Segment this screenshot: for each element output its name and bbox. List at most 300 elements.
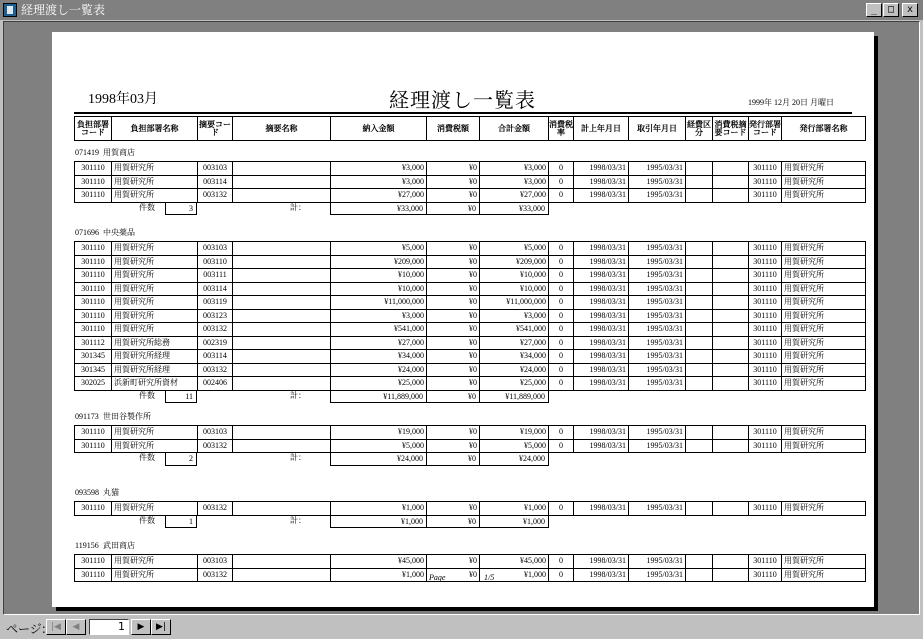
table-cell: ¥10,000 [331,282,427,296]
table-cell: 1995/03/31 [629,426,686,440]
table-cell: 用賀研究所 [782,568,866,582]
table-cell: 1995/03/31 [629,282,686,296]
table-cell [233,162,331,176]
table-cell: 用賀研究所 [782,242,866,256]
column-header: 摘要名称 [233,117,331,141]
group-total-sum: ¥11,889,000 [479,390,549,404]
table-cell: ¥0 [427,555,480,569]
table-cell: 301110 [749,568,782,582]
table-row [75,377,866,391]
table-cell: 用賀研究所 [782,377,866,391]
table-cell: 301110 [749,555,782,569]
table-row [75,555,866,569]
column-header: 消費税摘要コード [713,117,749,141]
group-header [75,147,135,158]
table-cell [233,502,331,516]
table-cell: 301110 [749,242,782,256]
report-preview-area[interactable] [3,21,920,615]
group-count: 1 [165,515,197,529]
table-cell: 用賀研究所 [112,282,198,296]
table-cell [686,377,713,391]
group-count-label: 件数 [139,390,155,400]
table-cell: 1995/03/31 [629,255,686,269]
table-cell: ¥10,000 [331,269,427,283]
group-count: 2 [165,452,197,466]
table-cell: ¥0 [427,336,480,350]
table-cell [713,309,749,323]
table-cell: 1995/03/31 [629,377,686,391]
group-code: 093598 [75,488,99,497]
table-cell: ¥1,000 [331,568,427,582]
table-cell [686,269,713,283]
table-cell: ¥0 [427,377,480,391]
table-cell [713,363,749,377]
table-cell [713,296,749,310]
table-row [75,175,866,189]
table-cell: 301110 [75,242,112,256]
table-cell: 用賀研究所 [112,309,198,323]
table-row [75,189,866,203]
table-cell [686,323,713,337]
table-cell [713,336,749,350]
table-cell: ¥5,000 [480,242,549,256]
table-cell [713,439,749,453]
table-cell: 浜新町研究所資材 [112,377,198,391]
table-cell: 003132 [198,323,233,337]
table-cell [686,309,713,323]
table-cell: ¥0 [427,282,480,296]
table-cell [713,426,749,440]
table-cell: 301110 [749,363,782,377]
table-cell: 1995/03/31 [629,568,686,582]
group-count-label: 件数 [139,515,155,525]
table-cell: 301110 [75,568,112,582]
table-cell: 301110 [75,162,112,176]
table-cell: 用賀研究所 [112,568,198,582]
close-button[interactable]: x [902,3,918,17]
maximize-button[interactable]: □ [883,3,899,17]
table-cell [233,282,331,296]
table-cell: 0 [549,426,574,440]
table-cell: 1995/03/31 [629,323,686,337]
table-cell: 1995/03/31 [629,175,686,189]
table-cell: 用賀研究所 [112,323,198,337]
table-cell [713,555,749,569]
group-total-tax: ¥0 [426,515,480,529]
table-cell: 1998/03/31 [574,282,629,296]
table-cell: ¥3,000 [480,162,549,176]
table-cell: 0 [549,255,574,269]
table-cell: 003132 [198,439,233,453]
table-cell [713,323,749,337]
table-cell: 用賀研究所 [112,162,198,176]
table-cell: 0 [549,162,574,176]
table-row [75,309,866,323]
table-cell: ¥3,000 [331,309,427,323]
table-cell: 003132 [198,568,233,582]
table-row [75,255,866,269]
group-code: 119156 [75,541,99,550]
table-cell: ¥0 [427,363,480,377]
table-cell: 003114 [198,175,233,189]
column-header: 摘要コード [198,117,233,141]
table-cell [686,336,713,350]
table-cell: 301110 [75,255,112,269]
table-cell: 用賀研究所経理 [112,363,198,377]
window-title: 経理渡し一覧表 [21,3,106,17]
report-app-icon [3,3,17,17]
column-header: 合計金額 [480,117,549,141]
page-label: Page [429,573,446,582]
minimize-button[interactable]: _ [866,3,882,17]
table-cell: ¥0 [427,296,480,310]
table-cell: 301110 [75,502,112,516]
table-cell: 301110 [75,282,112,296]
table-cell [686,439,713,453]
table-cell: 1998/03/31 [574,568,629,582]
table-cell: 1998/03/31 [574,350,629,364]
table-cell: 301110 [749,296,782,310]
table-cell: 301110 [749,309,782,323]
group-detail-table [74,554,866,582]
table-cell: 301110 [75,269,112,283]
table-cell [686,363,713,377]
table-cell [233,309,331,323]
table-cell: 003103 [198,426,233,440]
table-cell: ¥0 [427,568,480,582]
table-cell [686,502,713,516]
group-total-label: 計： [290,390,306,400]
table-cell [233,255,331,269]
table-cell: ¥11,000,000 [480,296,549,310]
group-header [75,487,119,498]
table-cell [686,350,713,364]
table-cell: 0 [549,282,574,296]
table-cell: 003111 [198,269,233,283]
group-count: 3 [165,202,197,216]
table-cell: ¥0 [427,502,480,516]
column-header: 納入金額 [331,117,427,141]
table-cell: 003110 [198,255,233,269]
table-cell [233,555,331,569]
table-row [75,439,866,453]
table-cell: 301110 [75,555,112,569]
table-cell: 003103 [198,162,233,176]
table-cell: ¥27,000 [331,336,427,350]
table-cell: ¥24,000 [480,363,549,377]
table-cell: ¥3,000 [480,175,549,189]
table-cell: 0 [549,439,574,453]
table-cell: 003119 [198,296,233,310]
table-cell [713,568,749,582]
group-total-tax: ¥0 [426,390,480,404]
column-header: 取引年月日 [629,117,686,141]
table-cell: 用賀研究所 [112,555,198,569]
table-cell: 302025 [75,377,112,391]
table-row [75,323,866,337]
print-date: 1999年 12月 20日 月曜日 [748,98,834,107]
column-header: 発行部署コード [749,117,782,141]
group-total-sum: ¥33,000 [479,202,549,216]
group-total-tax: ¥0 [426,202,480,216]
table-cell: 301110 [75,439,112,453]
group-name: 用賀商店 [103,148,135,157]
table-cell [686,568,713,582]
table-cell: 用賀研究所 [782,502,866,516]
column-header: 消費税額 [427,117,480,141]
table-cell: 用賀研究所 [112,189,198,203]
table-cell: 003114 [198,350,233,364]
table-cell: 用賀研究所 [782,555,866,569]
table-cell [233,350,331,364]
table-cell: 用賀研究所 [782,350,866,364]
table-cell: 用賀研究所経理 [112,350,198,364]
table-cell: 003103 [198,555,233,569]
table-row [75,568,866,582]
table-row [75,162,866,176]
report-title: 経理渡し一覧表 [389,90,536,112]
table-cell [233,377,331,391]
table-cell: 用賀研究所 [112,255,198,269]
table-cell: 301110 [749,175,782,189]
table-cell: 003103 [198,242,233,256]
table-cell [713,377,749,391]
window-title-bar[interactable] [0,0,923,20]
table-cell: ¥27,000 [331,189,427,203]
table-cell: ¥27,000 [480,189,549,203]
group-total-amount: ¥11,889,000 [330,390,427,404]
table-cell: ¥0 [427,323,480,337]
table-cell: ¥0 [427,175,480,189]
table-cell: 1998/03/31 [574,502,629,516]
column-header: 負担部署コード [75,117,112,141]
table-cell: ¥24,000 [331,363,427,377]
group-header [75,540,135,551]
column-header: 計上年月日 [574,117,629,141]
table-cell: 用賀研究所 [782,282,866,296]
column-header: 消費税率 [549,117,574,141]
table-cell: 1995/03/31 [629,242,686,256]
table-cell [233,439,331,453]
table-cell: 002406 [198,377,233,391]
group-header [75,411,151,422]
table-cell: 301110 [749,269,782,283]
group-name: 丸猫 [103,488,119,497]
table-cell: 1995/03/31 [629,309,686,323]
next-page-button[interactable]: ▶ [131,619,151,635]
table-cell: 301110 [75,323,112,337]
table-cell [233,568,331,582]
table-cell [686,255,713,269]
table-cell: 0 [549,323,574,337]
table-cell [713,162,749,176]
table-cell: 0 [549,350,574,364]
table-cell: 301345 [75,350,112,364]
table-cell: 003114 [198,282,233,296]
table-cell: 0 [549,377,574,391]
table-cell: 用賀研究所 [782,309,866,323]
group-name: 武田商店 [103,541,135,550]
group-detail-table [74,241,866,391]
table-cell [686,189,713,203]
table-cell: 1998/03/31 [574,242,629,256]
group-detail-table [74,425,866,453]
table-cell: ¥209,000 [331,255,427,269]
table-row [75,242,866,256]
table-cell: 301110 [749,336,782,350]
group-count: 11 [165,390,197,404]
table-cell: ¥45,000 [331,555,427,569]
group-total-amount: ¥33,000 [330,202,427,216]
table-cell: ¥34,000 [331,350,427,364]
table-cell: 0 [549,242,574,256]
table-cell: ¥19,000 [331,426,427,440]
table-cell: 1998/03/31 [574,363,629,377]
table-cell: 用賀研究所総務 [112,336,198,350]
table-cell: 用賀研究所 [112,439,198,453]
table-cell: 用賀研究所 [782,162,866,176]
table-cell: ¥541,000 [331,323,427,337]
table-cell [713,502,749,516]
table-cell: 0 [549,309,574,323]
group-total-amount: ¥24,000 [330,452,427,466]
table-cell: 1995/03/31 [629,363,686,377]
table-cell: 用賀研究所 [782,296,866,310]
column-header: 経費区分 [686,117,713,141]
table-cell: 1998/03/31 [574,555,629,569]
table-cell: 0 [549,269,574,283]
table-cell: 用賀研究所 [782,363,866,377]
table-cell: ¥10,000 [480,282,549,296]
table-cell [713,269,749,283]
group-detail-table [74,161,866,203]
table-row [75,426,866,440]
table-cell [713,350,749,364]
table-cell [233,296,331,310]
table-cell: 1995/03/31 [629,555,686,569]
table-cell: ¥3,000 [331,175,427,189]
table-cell: 1998/03/31 [574,189,629,203]
table-cell: ¥10,000 [480,269,549,283]
group-code: 071419 [75,148,99,157]
table-cell: 1995/03/31 [629,269,686,283]
group-detail-table [74,501,866,516]
table-cell: 1995/03/31 [629,162,686,176]
group-total-label: 計： [290,515,306,525]
table-cell: ¥25,000 [331,377,427,391]
page-nav-label: ページ: [6,622,46,636]
table-cell: 用賀研究所 [112,502,198,516]
first-page-button[interactable]: |◀ [46,619,66,635]
table-cell [686,296,713,310]
table-cell: 1995/03/31 [629,502,686,516]
table-cell: 用賀研究所 [782,336,866,350]
table-row [75,336,866,350]
table-cell: 301110 [75,296,112,310]
table-cell: ¥0 [427,350,480,364]
table-cell: ¥3,000 [480,309,549,323]
table-cell: ¥11,000,000 [331,296,427,310]
group-name: 世田谷製作所 [103,412,151,421]
table-cell [233,323,331,337]
table-cell: ¥5,000 [331,242,427,256]
table-cell: ¥3,000 [331,162,427,176]
table-cell: 1995/03/31 [629,189,686,203]
group-header [75,227,135,238]
table-cell [713,255,749,269]
table-row [75,269,866,283]
table-cell: 1998/03/31 [574,377,629,391]
prev-page-button[interactable]: ◀ [66,619,86,635]
table-cell: 301110 [749,162,782,176]
table-cell: 301110 [749,323,782,337]
table-cell: 002319 [198,336,233,350]
table-row [75,282,866,296]
table-cell [713,242,749,256]
page-number-input[interactable]: 1 [89,619,129,635]
table-cell: 301110 [75,175,112,189]
table-cell [713,175,749,189]
table-cell [233,426,331,440]
table-cell [686,282,713,296]
table-cell [686,242,713,256]
group-total-label: 計： [290,453,306,462]
table-cell: ¥0 [427,255,480,269]
table-cell: 0 [549,502,574,516]
table-cell: 1995/03/31 [629,439,686,453]
column-header-table [74,116,866,141]
table-cell [233,189,331,203]
page-navigation-bar [0,615,923,639]
group-total-sum: ¥1,000 [479,515,549,529]
table-cell: 1998/03/31 [574,426,629,440]
table-cell: 1998/03/31 [574,269,629,283]
table-cell: ¥1,000 [331,502,427,516]
header-rule [74,112,852,114]
table-cell: 用賀研究所 [112,296,198,310]
table-cell: 301110 [749,282,782,296]
table-cell: 0 [549,175,574,189]
table-cell: 003132 [198,502,233,516]
table-cell: ¥0 [427,189,480,203]
column-header: 発行部署名称 [782,117,866,141]
table-cell: 301110 [75,426,112,440]
table-cell [686,555,713,569]
table-row [75,350,866,364]
table-cell: 1998/03/31 [574,309,629,323]
last-page-button[interactable]: ▶| [151,619,171,635]
table-cell: 0 [549,555,574,569]
table-cell: ¥1,000 [480,502,549,516]
table-cell: 301112 [75,336,112,350]
table-cell: ¥0 [427,426,480,440]
table-row [75,296,866,310]
table-cell: ¥541,000 [480,323,549,337]
group-count-label: 件数 [139,453,155,462]
table-cell: 1998/03/31 [574,296,629,310]
table-cell: 1998/03/31 [574,162,629,176]
table-cell: 301110 [749,426,782,440]
group-name: 中央薬品 [103,228,135,237]
table-cell: 0 [549,363,574,377]
group-total-sum: ¥24,000 [479,452,549,466]
group-total-tax: ¥0 [426,452,480,466]
table-cell: ¥5,000 [331,439,427,453]
table-cell: 003132 [198,363,233,377]
table-cell: 用賀研究所 [112,426,198,440]
table-cell: 用賀研究所 [782,269,866,283]
table-cell: 用賀研究所 [782,175,866,189]
